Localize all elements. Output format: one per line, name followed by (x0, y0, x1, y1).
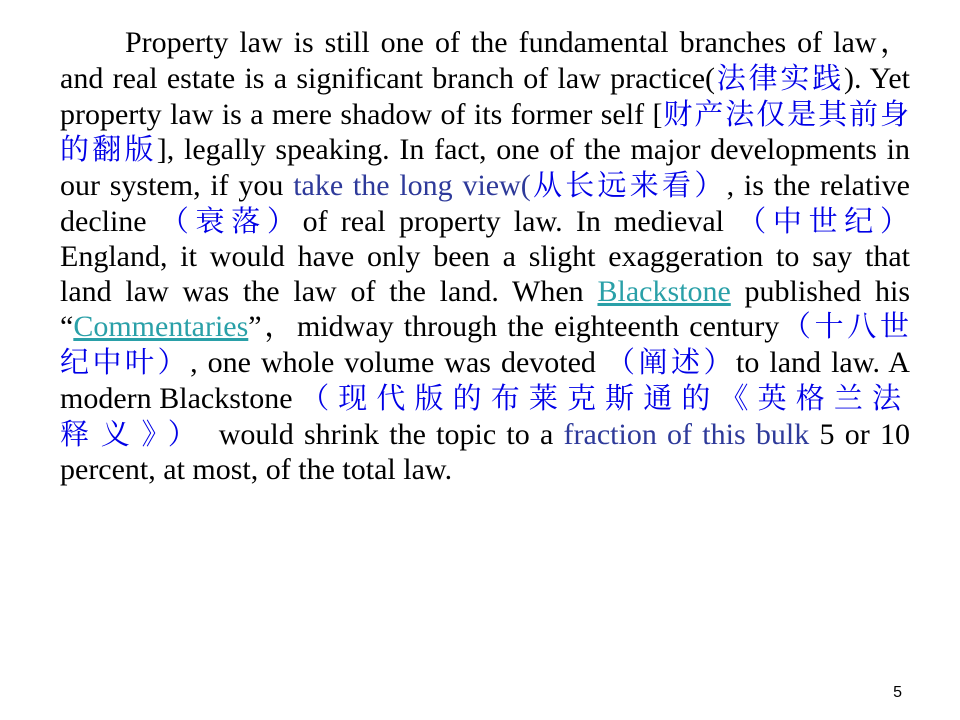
chinese-gloss: 财产法仅是其前身的翻版 (60, 96, 910, 167)
page-number: 5 (893, 684, 902, 701)
highlighted-phrase: take the long view( (293, 169, 531, 203)
highlighted-phrase: fraction of this bulk (563, 417, 810, 451)
passage-text: ). Yet property law is a mere shadow of its former self [ (60, 61, 910, 131)
chinese-gloss: （十八世纪中叶） (60, 309, 910, 380)
passage-text: Property law is still one of the fundamental branches of law，and real estate is a significant branch of law practice( (60, 26, 910, 95)
passage-text: ”，midway through the eighteenth century (248, 310, 780, 344)
chinese-gloss: （现代版的布莱克斯通的《英格兰法释义》） (60, 380, 910, 451)
passage-text: , is the relative decline (60, 169, 910, 238)
blackstone-link[interactable]: Blackstone (597, 274, 731, 308)
chinese-gloss: 法律实践 (715, 60, 844, 95)
passage-text: to land law. A modern Blackstone (60, 346, 910, 415)
passage-text: England, it would have only been a slight exaggeration to say that land law was the law of the land. When (60, 239, 910, 308)
chinese-gloss: （中世纪） (737, 203, 910, 238)
passage-text: , one whole volume was devoted (190, 346, 606, 380)
chinese-gloss: （阐述） (605, 345, 737, 380)
chinese-gloss: 从长远来看） (530, 168, 727, 203)
body-paragraph (60, 26, 910, 487)
passage-text: 5 or 10 percent, at most, of the total law. (60, 417, 910, 486)
passage-text: ], legally speaking. In fact, one of the major developments in our system, if you (60, 133, 910, 203)
passage-text: published his “ (60, 274, 911, 344)
passage-text: of real property law. In medieval (302, 204, 738, 238)
passage-text: would shrink the topic to a (208, 417, 564, 451)
chinese-gloss: （衰落） (159, 203, 303, 238)
commentaries-link[interactable]: Commentaries (73, 310, 249, 344)
